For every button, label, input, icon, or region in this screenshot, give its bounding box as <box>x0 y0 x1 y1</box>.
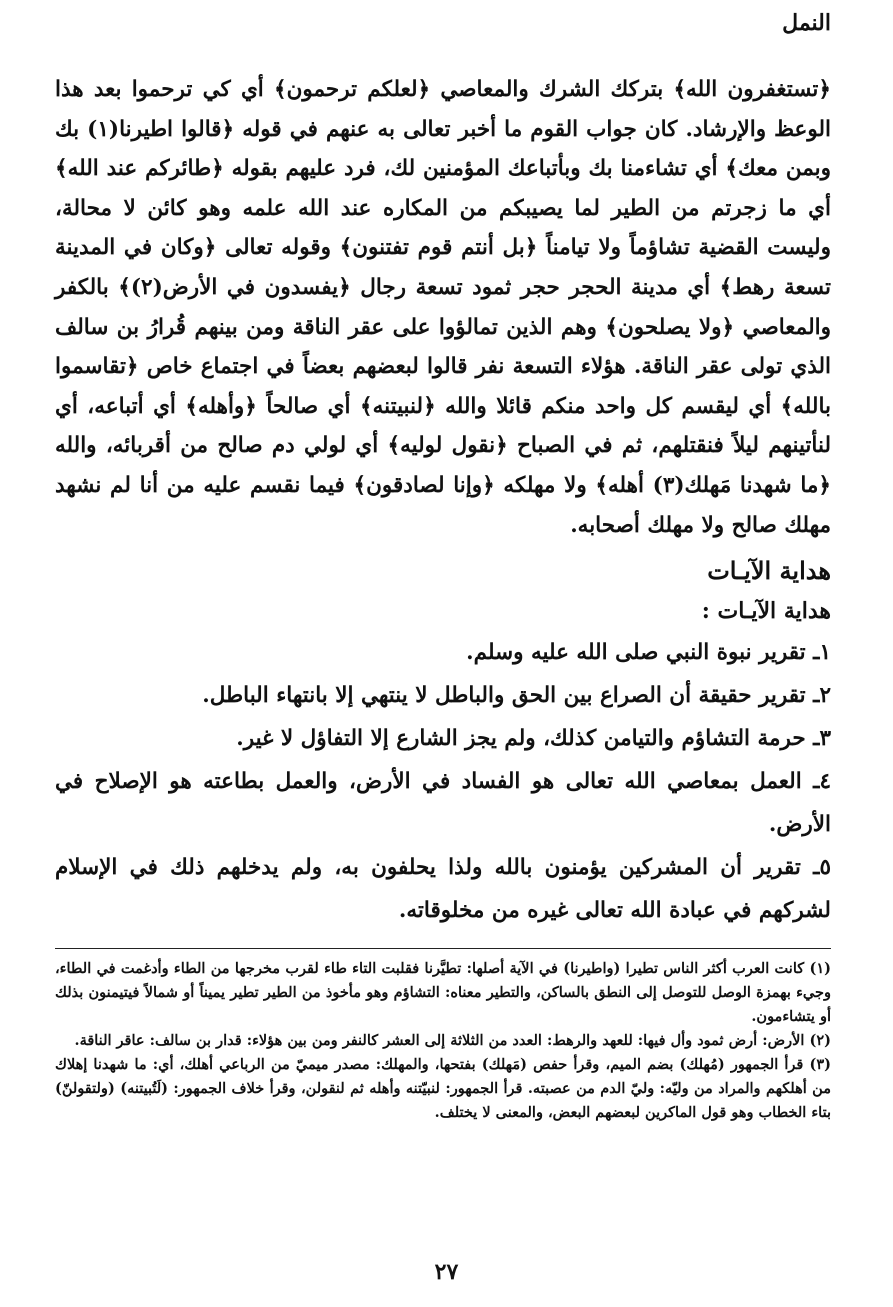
section-subtitle: هداية الآيـات : <box>701 598 831 625</box>
lessons-list <box>55 631 831 932</box>
section-title: هداية الآيـات <box>707 556 831 586</box>
page-number: ٢٧ <box>434 1259 459 1285</box>
lesson-item: ٣ـ حرمة التشاؤم والتيامن كذلك، ولم يجز الشارع إلا التفاؤل لا غير. <box>236 726 831 752</box>
footnote-item: (٣) قرأ الجمهور (مُهلك) بضم الميم، وقرأ حفص (مَهلك) بفتحها، والمهلك: مصدر ميميّ من الرباعي أهلك، أي: ما شهدنا إهلاك من أهلكهم والمراد من وليّه: وليّ الدم من عصبته. قرأ الجمهور: لنبيّتنه وأهله ثم لنقولن، وقرأ خلاف الجمهور: (لَتُبيتنه) (ولتقولنّ) بتاء الخطاب وهو قول الماكرين لبعضهم البعض، والمعنى لا يختلف. <box>55 1056 831 1122</box>
lesson-item: ٤ـ العمل بمعاصي الله تعالى هو الفساد في الأرض، والعمل بطاعته هو الإصلاح في الأرض. <box>55 769 831 838</box>
footnote-item: (١) كانت العرب أكثر الناس تطيرا (واطيرنا) في الآية أصلها: تطيَّرنا فقلبت التاء طاء لقرب مخرجها من الطاء وأدغمت في الطاء، وجيء بهمزة الوصل للتوصل إلى النطق بالساكن، والتطير معناه: التشاؤم وهو مأخوذ من الطير تطير يميناً أو شمالاً فيتيمنون بذلك أو يتشاءمون. <box>55 960 831 1026</box>
footnotes-list <box>55 957 831 1125</box>
running-head: النمل <box>782 10 831 36</box>
lesson-item: ٥ـ تقرير أن المشركين يؤمنون بالله ولذا يحلفون به، ولم يدخلهم ذلك في الإسلام لشركهم في عبادة الله تعالى غيره من مخلوقاته. <box>55 855 831 924</box>
lesson-item: ١ـ تقرير نبوة النبي صلى الله عليه وسلم. <box>466 640 831 666</box>
commentary-paragraph: ﴿تستغفرون الله﴾ بتركك الشرك والمعاصي ﴿لعلكم ترحمون﴾ أي كي ترحموا بعد هذا الوعظ والإرشاد. كان جواب القوم ما أخبر تعالى به عنهم في قوله ﴿قالوا اطيرنا(١) بك وبمن معك﴾ أي تشاءمنا بك وبأتباعك المؤمنين لك، فرد عليهم بقوله ﴿طائركم عند الله﴾ أي ما زجرتم من الطير لما يصيبكم من المكاره عند الله علمه وهو كائن لا محالة، وليست القضية تشاؤماً ولا تيامناً ﴿بل أنتم قوم تفتنون﴾ وقوله تعالى ﴿وكان في المدينة تسعة رهط﴾ أي مدينة الحجر حجر ثمود تسعة رجال ﴿يفسدون في الأرض(٢)﴾ بالكفر والمعاصي ﴿ولا يصلحون﴾ وهم الذين تمالؤوا على عقر الناقة ومن بينهم قُرارُ بن سالف الذي تولى عقر الناقة. هؤلاء التسعة نفر قالوا لبعضهم بعضاً في اجتماع خاص ﴿تقاسموا بالله﴾ أي ليقسم كل واحد منكم قائلا والله ﴿لنبيتنه﴾ أي صالحاً ﴿وأهله﴾ أي أتباعه، أي لنأتينهم ليلاً فنقتلهم، ثم في الصباح ﴿نقول لوليه﴾ أي لولي دم صالح من أقربائه، والله ﴿ما شهدنا مَهلك(٣) أهله﴾ ولا مهلكه ﴿وإنا لصادقون﴾ فيما نقسم عليه من أنا لم نشهد مهلك صالح ولا مهلك أصحابه. <box>55 77 832 538</box>
footnote-item: (٢) الأرض: أرض ثمود وأل فيها: للعهد والرهط: العدد من الثلاثة إلى العشر كالنفر ومن بين هؤلاء: قدار بن سالف: عاقر الناقة. <box>74 1032 831 1050</box>
footnote-divider <box>55 948 831 949</box>
lesson-item: ٢ـ تقرير حقيقة أن الصراع بين الحق والباطل لا ينتهي إلا بانتهاء الباطل. <box>202 683 831 709</box>
page-content <box>55 70 831 1125</box>
